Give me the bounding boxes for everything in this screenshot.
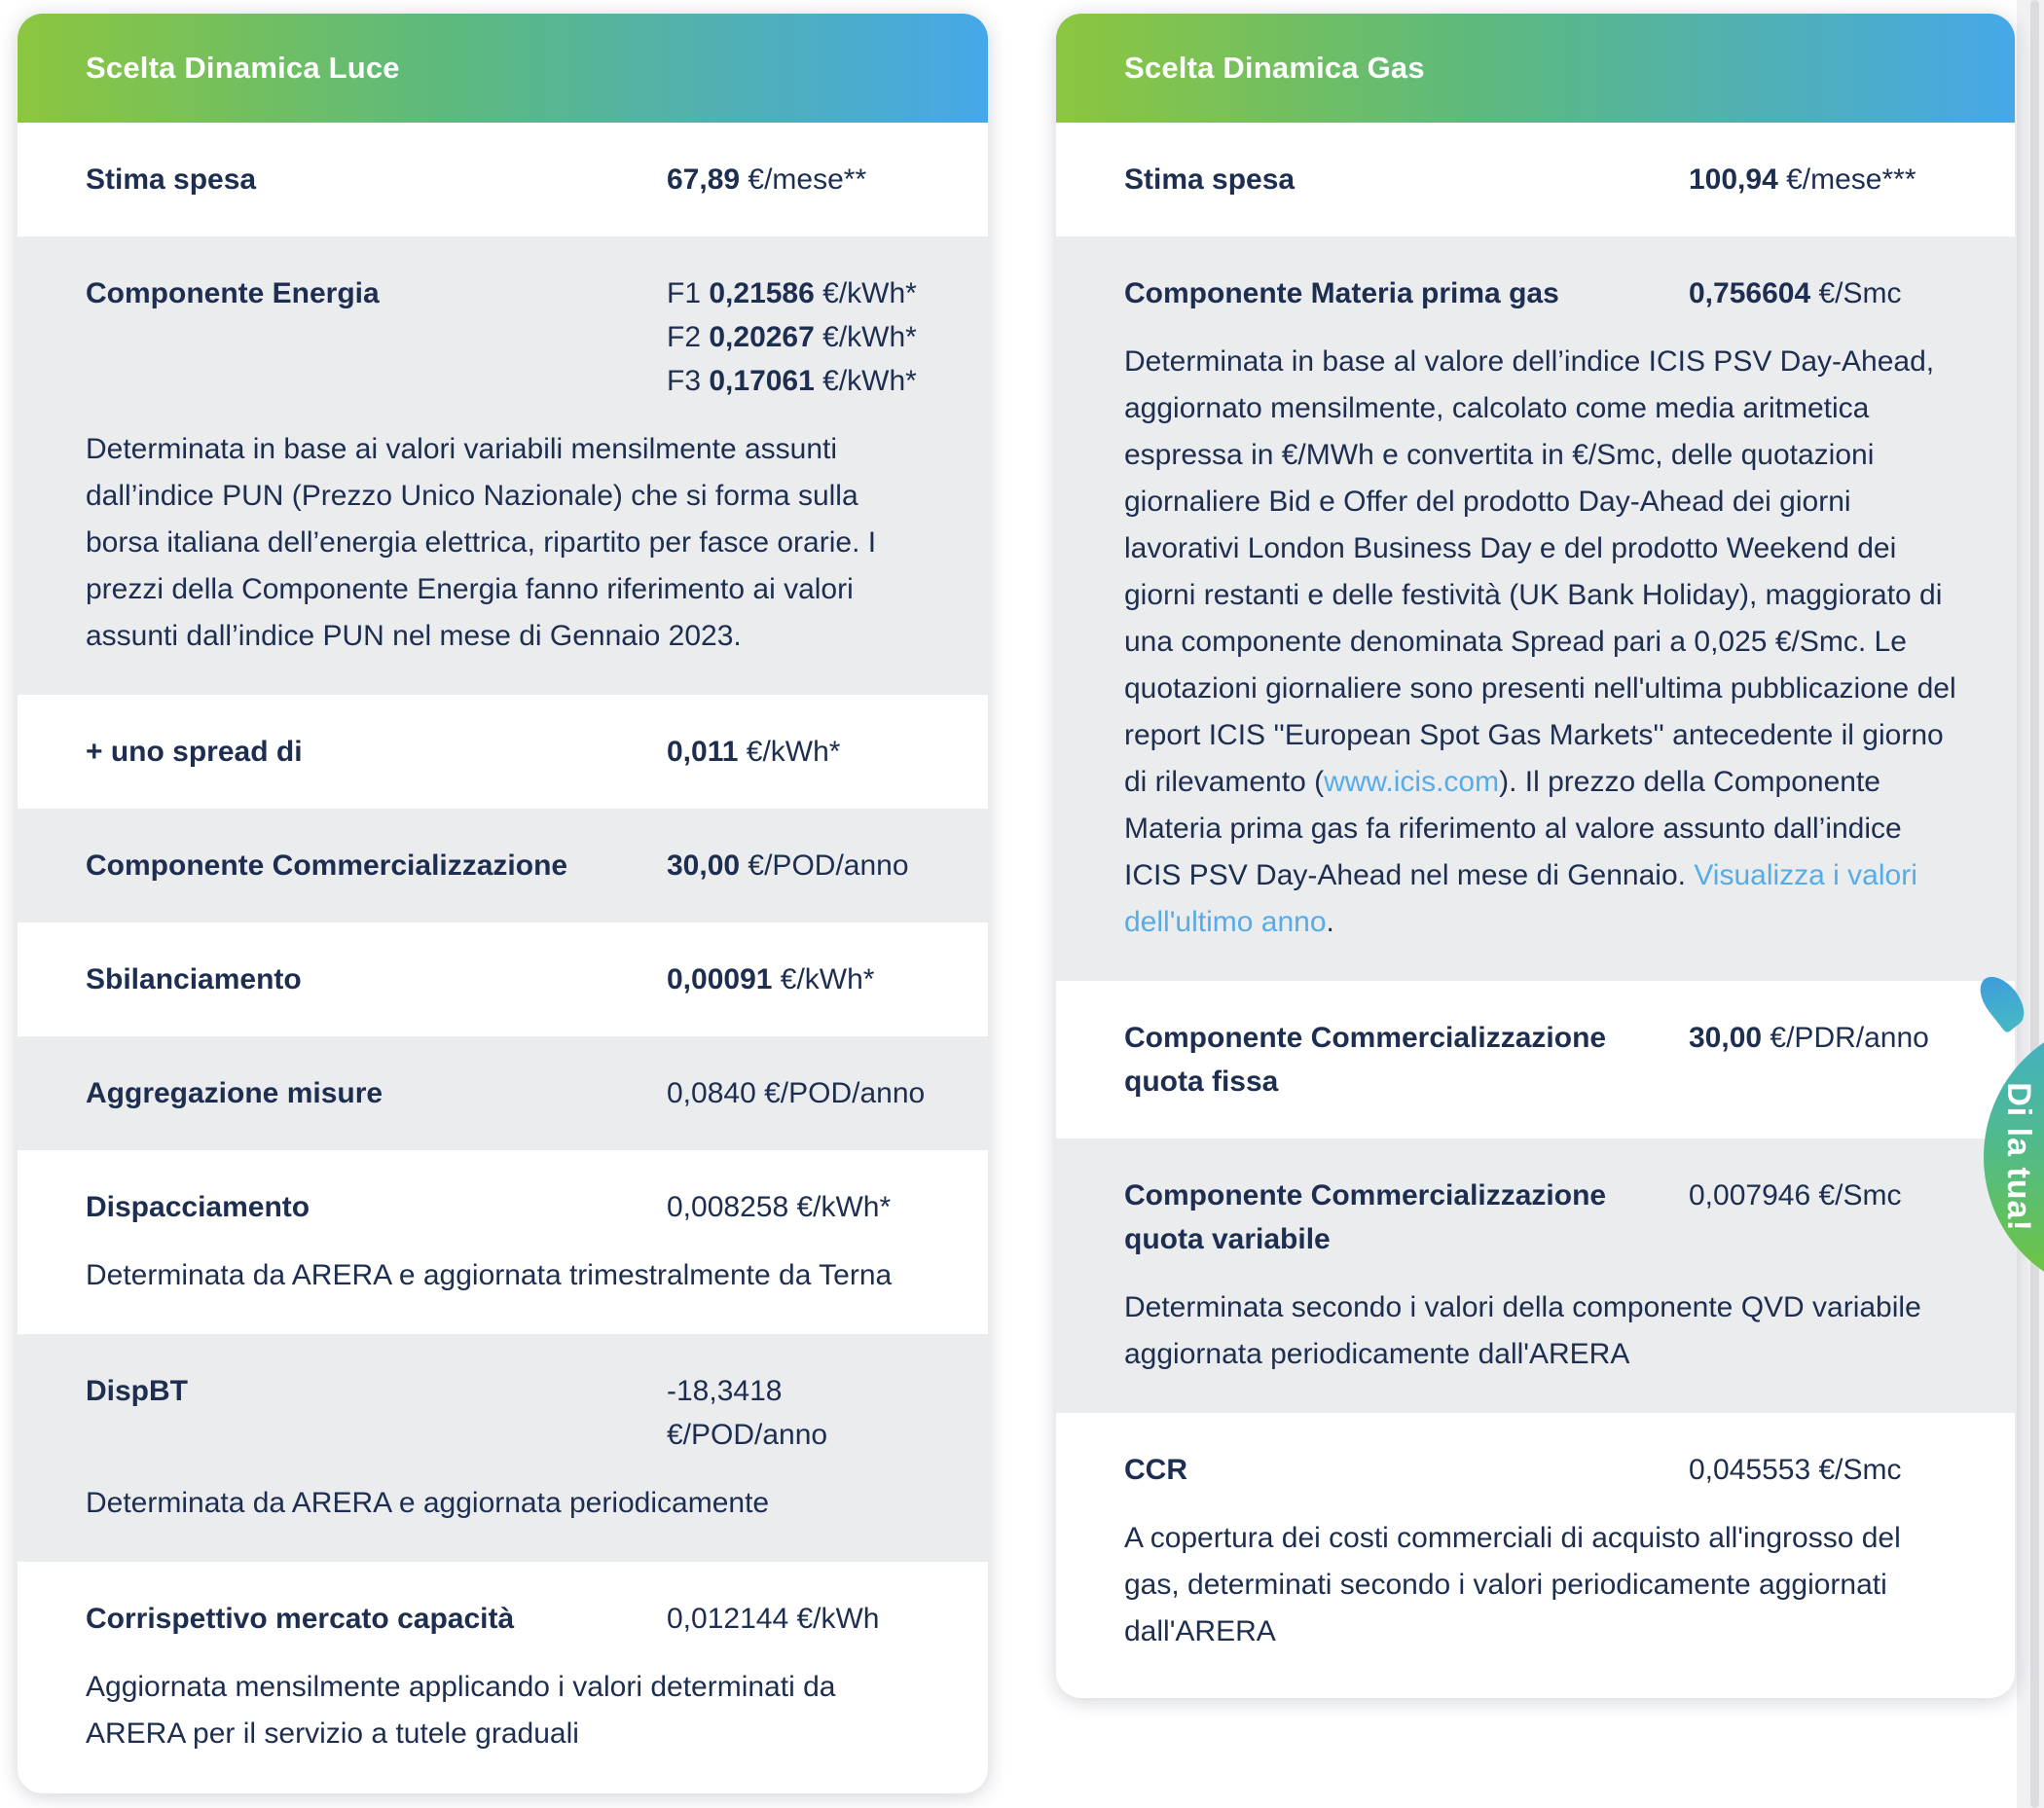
row-label: Componente Energia: [86, 277, 380, 309]
row-label: CCR: [1124, 1454, 1187, 1486]
value-part: €/mese**: [740, 163, 867, 196]
pricing-section: [18, 1562, 988, 1792]
card-gas-offer: [1056, 14, 2015, 1698]
value-line: [667, 1185, 930, 1229]
pricing-section: [18, 123, 988, 236]
pricing-row: [86, 1071, 930, 1115]
value-part: 0,011: [667, 736, 739, 768]
row-label: Componente Commercializzazione: [86, 850, 568, 882]
value-part: €/Smc: [1810, 277, 1902, 309]
row-label: Sbilanciamento: [86, 963, 302, 995]
value-part: €/kWh*: [814, 277, 917, 309]
card-gas-title: Scelta Dinamica Gas: [1124, 51, 1425, 85]
value-part: €/kWh*: [814, 321, 917, 353]
pricing-section: [18, 922, 988, 1036]
row-label: Componente Commercializzazione quota variabile: [1124, 1179, 1607, 1255]
pricing-row: [1124, 271, 1956, 315]
row-note: [86, 1252, 930, 1299]
pricing-section: [18, 1334, 988, 1562]
page-scrollbar-thumb[interactable]: [2030, 0, 2039, 1808]
pricing-section: [1056, 236, 2015, 981]
pricing-row: [1124, 158, 1956, 201]
row-value: [1689, 1448, 1956, 1492]
row-value: [667, 1369, 930, 1457]
row-label: Componente Materia prima gas: [1124, 277, 1559, 309]
row-value: [1689, 1016, 1956, 1060]
value-line: [667, 958, 930, 1001]
value-line: [1689, 1174, 1956, 1217]
row-label: DispBT: [86, 1375, 188, 1407]
value-part: 0,012144 €/kWh: [667, 1603, 880, 1635]
note-text: A copertura dei costi commerciali di acquisto all'ingrosso del gas, determinati secondo i valori periodicamente aggiornati dall'ARERA: [1124, 1522, 1901, 1647]
value-part: €/PDR/anno: [1762, 1022, 1929, 1054]
note-text: Aggiornata mensilmente applicando i valori determinati da ARERA per il servizio a tutele graduali: [86, 1671, 836, 1750]
row-value: [667, 1597, 930, 1641]
pricing-section: [18, 1150, 988, 1334]
pricing-section: [18, 695, 988, 809]
value-line: [667, 1369, 930, 1457]
value-line: [667, 271, 930, 315]
card-electricity-title: Scelta Dinamica Luce: [86, 51, 400, 85]
row-value: [667, 158, 930, 201]
value-line: [1689, 1448, 1956, 1492]
note-text: Determinata in base ai valori variabili mensilmente assunti dall’indice PUN (Prezzo Unico Nazionale) che si forma sulla borsa italiana dell’energia elettrica, ripartito per fasce orarie. I prezzi della Componente Energia fanno riferimento ai valori assunti dall’indice PUN nel mese di Gennaio 2023.: [86, 433, 877, 652]
note-text: Determinata da ARERA e aggiornata trimestralmente da Terna: [86, 1259, 893, 1291]
pricing-row: [86, 271, 930, 403]
value-line: [667, 359, 930, 403]
pricing-section: [18, 236, 988, 695]
value-line: [1689, 271, 1956, 315]
pricing-row: [86, 844, 930, 887]
row-value: [667, 1185, 930, 1229]
row-value: [1689, 271, 1956, 315]
pricing-section: [1056, 123, 2015, 236]
value-part: 0,00091: [667, 963, 773, 995]
pricing-section: [18, 1036, 988, 1150]
pricing-row: [86, 1597, 930, 1641]
pricing-row: [1124, 1448, 1956, 1492]
row-label: Corrispettivo mercato capacità: [86, 1603, 515, 1635]
note-text: Determinata secondo i valori della componente QVD variabile aggiornata periodicamente dall'ARERA: [1124, 1291, 1921, 1370]
value-line: [667, 158, 930, 201]
pricing-row: [1124, 1016, 1956, 1103]
pricing-section: [1056, 981, 2015, 1139]
card-electricity-body: [18, 123, 988, 1792]
card-electricity-offer: [18, 14, 988, 1793]
row-value: [667, 844, 930, 887]
value-line: [667, 844, 930, 887]
value-part: F1: [667, 277, 710, 309]
value-part: €/kWh*: [738, 736, 841, 768]
value-line: [667, 1597, 930, 1641]
value-line: [667, 730, 930, 774]
value-part: F2: [667, 321, 710, 353]
row-value: [667, 730, 930, 774]
pricing-row: [1124, 1174, 1956, 1261]
pricing-section: [18, 809, 988, 922]
value-line: [1689, 158, 1956, 201]
note-text: .: [1326, 906, 1334, 938]
pricing-section: [1056, 1139, 2015, 1413]
row-label: Stima spesa: [1124, 163, 1296, 196]
row-note: [1124, 1284, 1956, 1378]
row-label: Dispacciamento: [86, 1191, 310, 1223]
value-part: €/POD/anno: [740, 850, 909, 882]
value-line: [1689, 1016, 1956, 1060]
row-note: [86, 1480, 930, 1527]
page-scrollbar-track[interactable]: [2017, 0, 2044, 1808]
value-part: 30,00: [667, 850, 741, 882]
value-part: €/kWh*: [814, 365, 917, 397]
card-gas-header: [1056, 14, 2015, 123]
pricing-row: [86, 1369, 930, 1457]
pricing-section: [1056, 1413, 2015, 1690]
card-electricity-header: [18, 14, 988, 123]
note-text: ). Il prezzo della Componente Materia prima gas fa riferimento al valore assunto dall’indice ICIS PSV Day-Ahead nel mese di Gennaio.: [1124, 766, 1902, 891]
value-part: 0,17061: [709, 365, 815, 397]
value-part: F3: [667, 365, 710, 397]
row-value: [667, 958, 930, 1001]
row-value: [667, 271, 930, 403]
pricing-row: [86, 730, 930, 774]
row-label: Aggregazione misure: [86, 1077, 383, 1109]
value-part: 0,0840 €/POD/anno: [667, 1077, 926, 1109]
pricing-row: [86, 158, 930, 201]
note-text: Determinata da ARERA e aggiornata periodicamente: [86, 1487, 770, 1519]
value-part: 0,045553 €/Smc: [1689, 1454, 1902, 1486]
value-part: 0,21586: [709, 277, 815, 309]
note-text: Determinata in base al valore dell’indice ICIS PSV Day-Ahead, aggiornato mensilmente, calcolato come media aritmetica espressa in €/MWh e convertita in €/Smc, delle quotazioni giornaliere Bid e Offer del prodotto Day-Ahead dei giorni lavorativi London Business Day e del prodotto Weekend dei giorni restanti e delle festività (UK Bank Holiday), maggiorato di una componente denominata Spread pari a 0,025 €/Smc. Le quotazioni giornaliere sono presenti nell'ultima pubblicazione del report ICIS ''European Spot Gas Markets'' antecedente il giorno di rilevamento (: [1124, 345, 1956, 798]
row-label: Componente Commercializzazione quota fissa: [1124, 1022, 1607, 1098]
row-note: [86, 1664, 930, 1757]
row-note: [1124, 339, 1956, 946]
row-value: [1689, 158, 1956, 201]
value-part: -18,3418 €/POD/anno: [667, 1375, 828, 1451]
value-part: 0,756604: [1689, 277, 1811, 309]
value-line: [667, 315, 930, 359]
value-part: 100,94: [1689, 163, 1778, 196]
feedback-badge-label: Di la tua!: [2000, 1082, 2037, 1232]
row-value: [667, 1071, 930, 1115]
pricing-row: [86, 1185, 930, 1229]
inline-link[interactable]: www.icis.com: [1324, 766, 1500, 798]
value-part: 0,007946 €/Smc: [1689, 1179, 1902, 1211]
card-gas-body: [1056, 123, 2015, 1690]
value-part: 0,20267: [709, 321, 815, 353]
row-label: + uno spread di: [86, 736, 303, 768]
pricing-row: [86, 958, 930, 1001]
value-part: 67,89: [667, 163, 741, 196]
value-part: 30,00: [1689, 1022, 1763, 1054]
row-note: [1124, 1515, 1956, 1655]
value-part: €/kWh*: [772, 963, 875, 995]
value-part: 0,008258 €/kWh*: [667, 1191, 892, 1223]
row-value: [1689, 1174, 1956, 1217]
row-note: [86, 426, 930, 660]
value-part: €/mese***: [1777, 163, 1916, 196]
inline-link[interactable]: Visualizza i valori dell'ultimo anno: [1124, 859, 1917, 938]
row-label: Stima spesa: [86, 163, 257, 196]
value-line: [667, 1071, 930, 1115]
